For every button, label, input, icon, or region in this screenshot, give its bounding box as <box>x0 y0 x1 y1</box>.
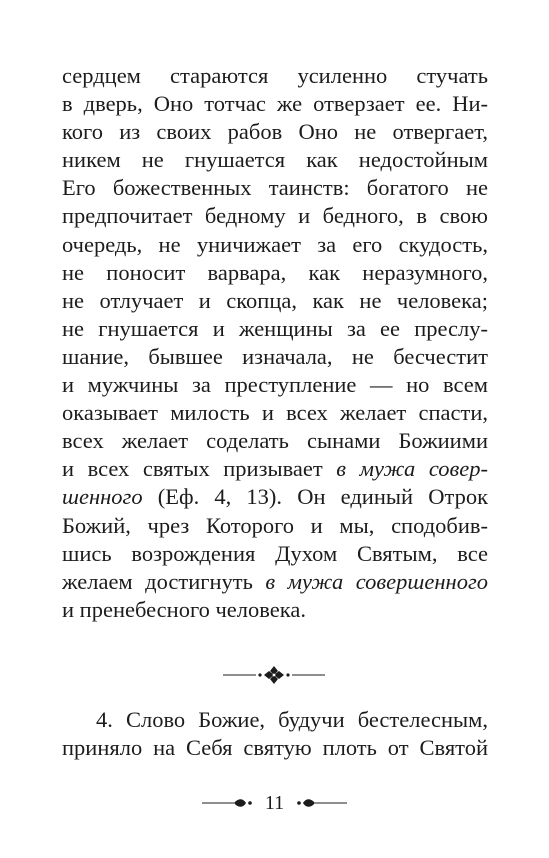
text-line <box>62 174 488 202</box>
paragraph-next <box>62 706 488 762</box>
text-line <box>62 483 488 511</box>
text-line <box>62 596 488 624</box>
italic-quote: шенного <box>62 484 143 510</box>
fleuron-ornament-icon <box>0 664 549 686</box>
text-line <box>62 259 488 287</box>
text-line <box>62 90 488 118</box>
text-run: кого из своих рабов Оно не отвергает, <box>62 119 488 145</box>
text-run: желаем достигнуть <box>62 568 266 594</box>
text-run: оказывает милость и всех желает спасти, <box>62 400 488 426</box>
text-run: и пренебесного человека. <box>62 596 306 622</box>
text-run: не отлучает и скопца, как не человека; <box>62 287 488 313</box>
text-line <box>62 343 488 371</box>
text-run: всех желает соделать сынами Божиими <box>62 428 488 454</box>
text-run: (Еф. 4, 13). Он единый Отрок <box>142 484 488 510</box>
text-line <box>62 287 488 315</box>
text-line <box>62 231 488 259</box>
text-run: и мужчины за преступление — но всем <box>62 372 488 398</box>
text-run: Божий, чрез Которого и мы, сподобив- <box>62 512 488 538</box>
text-run: не поносит варвара, как неразумного, <box>62 259 488 285</box>
text-run: и всех святых призывает <box>62 456 337 482</box>
text-line <box>62 568 488 596</box>
italic-quote: в мужа совер- <box>336 456 488 482</box>
text-line <box>62 146 488 174</box>
text-line <box>62 399 488 427</box>
text-line <box>62 62 488 90</box>
text-run: приняло на Себя святую плоть от Святой <box>62 735 488 761</box>
text-run: не гнушается и женщины за ее преслу- <box>62 315 488 341</box>
text-run: никем не гнушается как недостойным <box>62 147 488 173</box>
page-number: 11 <box>264 792 285 814</box>
italic-quote: в мужа совершенного <box>265 568 488 594</box>
text-line <box>62 427 488 455</box>
text-line <box>62 455 488 483</box>
text-run: очередь, не уничижает за его скудость, <box>62 231 488 257</box>
text-line <box>62 706 488 734</box>
text-run: шись возрождения Духом Святым, все <box>62 540 488 566</box>
text-line <box>62 118 488 146</box>
text-line <box>62 202 488 230</box>
text-line <box>62 371 488 399</box>
page-footer <box>0 790 549 816</box>
text-line <box>62 734 488 762</box>
text-line <box>62 315 488 343</box>
text-line <box>62 540 488 568</box>
text-line <box>62 512 488 540</box>
text-run: сердцем стараются усиленно стучать <box>62 63 488 88</box>
text-run: 4. Слово Божие, будучи бестелесным, <box>96 707 488 732</box>
text-run: шание, бывшее изначала, не бесчестит <box>62 343 488 369</box>
text-run: Его божественных таинств: богатого не <box>62 175 488 201</box>
text-run: предпочитает бедному и бедного, в свою <box>62 203 488 229</box>
text-run: в дверь, Оно тотчас же отверзает ее. Ни- <box>62 91 488 117</box>
paragraph-main <box>62 62 488 624</box>
